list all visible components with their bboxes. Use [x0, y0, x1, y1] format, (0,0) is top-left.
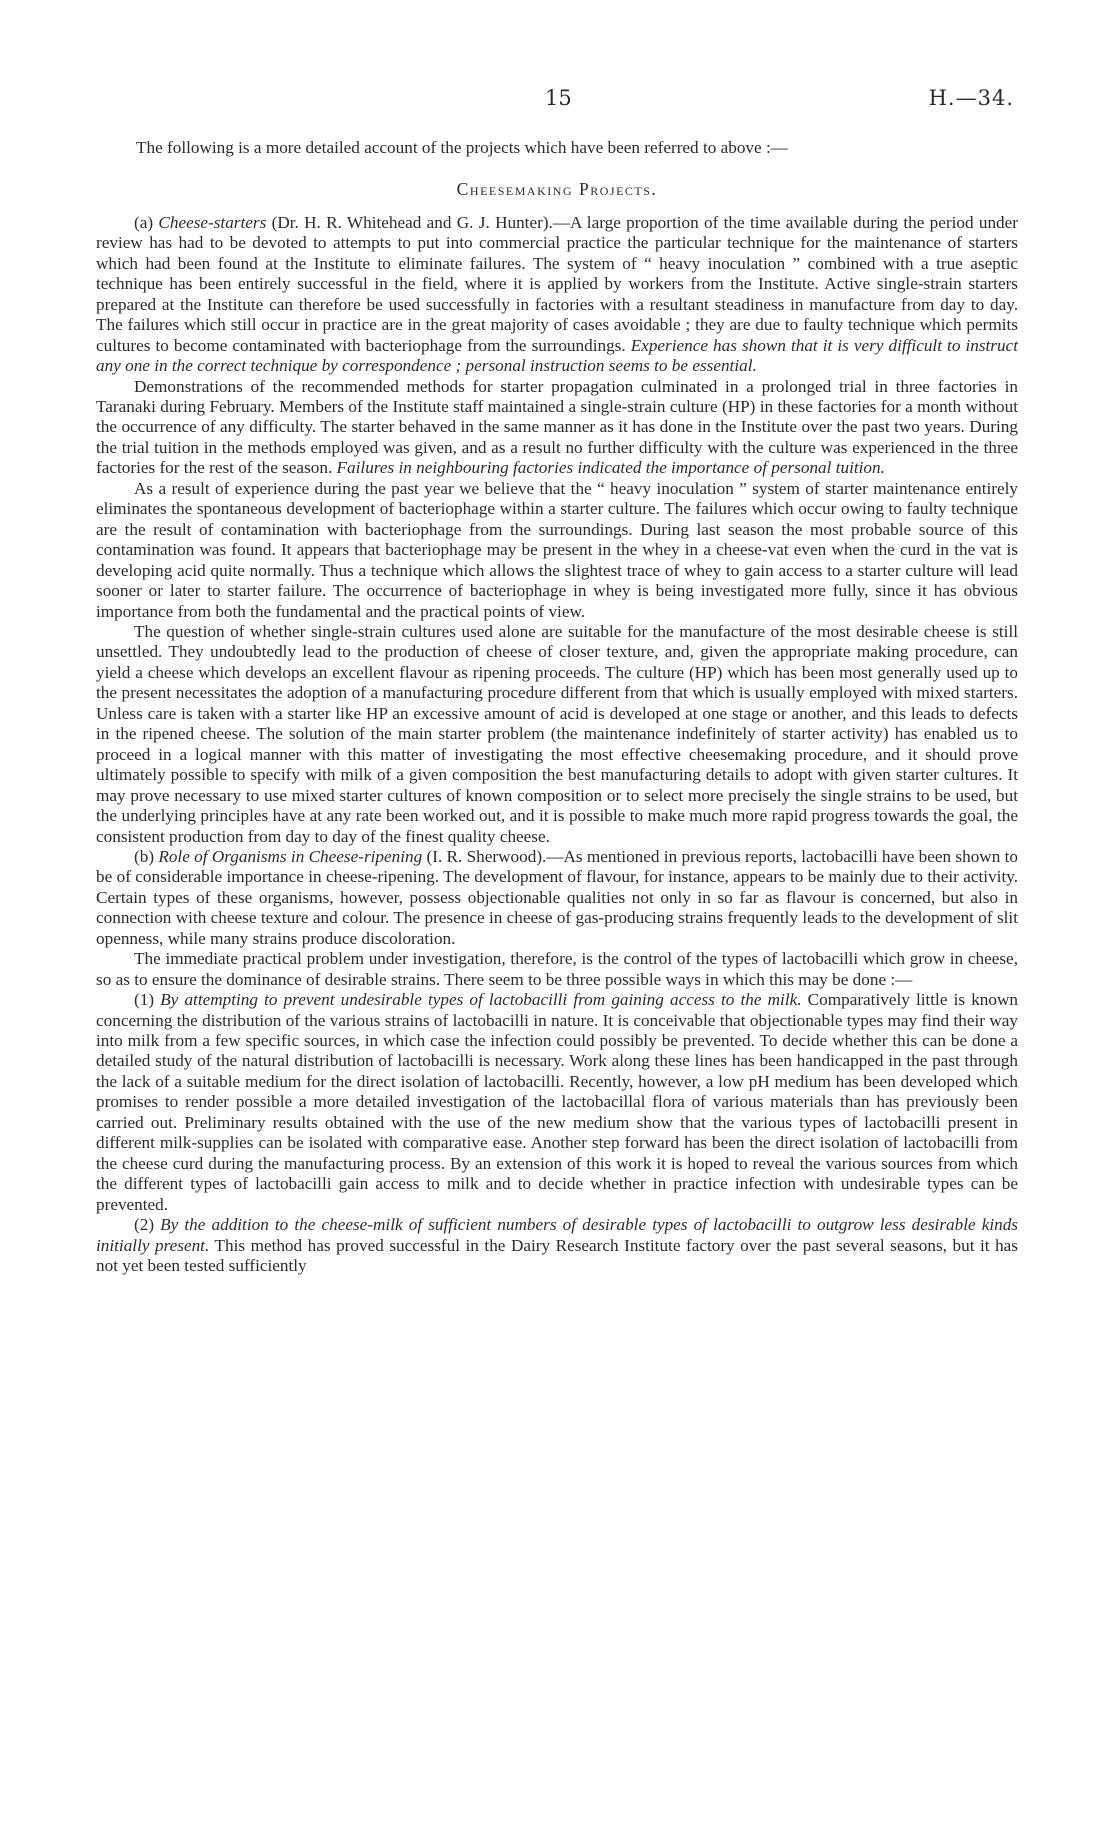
paragraph-text: The immediate practical problem under investigation, therefore, is the control of the types of lactobacilli which grow in cheese, so as to ensure the dominance of desirable strains. There seem to be three possible ways in which this may be done :— — [96, 949, 1018, 989]
paragraph-demonstrations — [96, 377, 1018, 479]
paragraph-text: As a result of experience during the past year we believe that the “ heavy inoculation ” system of starter maintenance entirely eliminates the spontaneous development of bacteriophage within a starter culture. The failures which occur owing to faulty technique are the result of contamination with bacteriophage from the surroundings. During last season the most probable source of this contamination was found. It appears that bacteriophage may be present in the whey in a cheese-vat even when the curd in the vat is developing acid quite normally. Thus a technique which allows the slightest trace of whey to gain access to a starter culture will lead sooner or later to starter failure. The occurrence of bacteriophage in whey is being investigated more fully, since it has obvious importance from both the fundamental and the practical points of view. — [96, 478, 1018, 621]
item-lead: (b) — [134, 846, 159, 866]
paragraph-cheese-starters — [96, 213, 1018, 377]
paragraph-text: (I. R. Sherwood).—As mentioned in previous reports, lactobacilli have been shown to be of considerable importance in cheese-ripening. The development of flavour, for instance, appears to be mainly due to their activity. Certain types of these organisms, however, possess objectionable qualities not only in so far as flavour is concerned, but also in connection with cheese texture and colour. The presence in cheese of gas-producing strains frequently leads to the development of slit openness, while many strains produce discoloration. — [96, 846, 1018, 948]
paragraph-method-2 — [96, 1215, 1018, 1276]
emphasized-text: Failures in neighbouring factories indicated the importance of personal tuition. — [336, 458, 885, 478]
section-heading: Cheesemaking Projects. — [456, 179, 658, 200]
paragraph-role-of-organisms — [96, 847, 1018, 949]
paragraph-single-strain — [96, 622, 1018, 847]
paragraph-practical-problem — [96, 949, 1018, 990]
intro-paragraph: The following is a more detailed account of the projects which have been referred to above :— — [136, 138, 788, 157]
item-lead: (1) — [134, 990, 161, 1010]
paragraph-text: Demonstrations of the recommended methods for starter propagation culminated in a prolonged trial in three factories in Taranaki during February. Members of the Institute staff maintained a single-strain culture (HP) in these factories for a month without the occurrence of any difficulty. The starter behaved in the same manner as it has done in the Institute over the past two years. During the trial tuition in the methods employed was given, and as a result no further difficulty with the culture was experienced in the three factories for the rest of the season. — [96, 376, 1018, 478]
item-title: By the addition to the cheese-milk of sufficient numbers of desirable types of lactobacilli to outgrow less desirable kinds initially present. — [96, 1215, 1018, 1255]
item-lead: (a) — [134, 212, 159, 232]
item-title: Role of Organisms in Cheese-ripening — [158, 846, 423, 866]
paragraph-text: The question of whether single-strain cultures used alone are suitable for the manufacture of the most desirable cheese is still unsettled. They undoubtedly lead to the production of cheese of closer texture, and, given the appropriate making procedure, can yield a cheese which develops an excellent flavour as ripening proceeds. The culture (HP) which has been most generally used up to the present necessitates the adoption of a manufacturing procedure different from that which is usually employed with mixed starters. Unless care is taken with a starter like HP an excessive amount of acid is developed at one stage or another, and this leads to defects in the ripened cheese. The solution of the main starter problem (the maintenance indefinitely of starter activity) has enabled us to proceed in a logical manner with this matter of investigating the most effective cheesemaking procedure, and it should prove ultimately possible to specify with milk of a given composition the best manufacturing details to adopt with given starter cultures. It may prove necessary to use mixed starter cultures of known composition or to select more precisely the single strains to be used, but the underlying principles have at any rate been worked out, and it is possible to make much more rapid progress towards the goal, the consistent production from day to day of the finest quality cheese. — [96, 621, 1018, 846]
paper-reference: H.—34. — [928, 86, 1014, 110]
paragraph-method-1 — [96, 990, 1018, 1215]
paragraph-text: (Dr. H. R. Whitehead and G. J. Hunter).—A large proportion of the time available during the period under review has had to be devoted to attempts to put into commercial practice the particular technique for the maintenance of starters which had been found at the Institute to eliminate failures. The system of “ heavy inoculation ” combined with a true aseptic technique has been entirely successful in the field, where it is applied by workers from the Institute. Active single-strain starters prepared at the Institute can therefore be used successfully in factories with a resultant steadiness in manufacture from day to day. The failures which still occur in practice are in the great majority of cases avoidable ; they are due to faulty technique which permits cultures to become contaminated with bacteriophage from the surroundings. — [96, 212, 1018, 355]
emphasized-text: Experience has shown that it is very difficult to instruct any one in the correct technique by correspondence ; personal instruction seems to be essential. — [96, 335, 1018, 376]
document-body — [96, 138, 1018, 1276]
item-title: Cheese-starters — [158, 212, 267, 232]
page-header — [0, 86, 1114, 116]
paragraph-text: Comparatively little is known concerning the distribution of the various strains of lactobacilli in nature. It is conceivable that objectionable types may find their way into milk from a few specific sources, in which case the infection could possibly be prevented. To decide whether this can be done a detailed study of the natural distribution of lactobacilli is necessary. Work along these lines has been handicapped in the past through the lack of a suitable medium for the direct isolation of lactobacilli. Recently, however, a low pH medium has been developed which promises to render possible a more detailed investigation of the lactobacillal flora of various materials than has previously been carried out. Preliminary results obtained with the use of the new medium show that the various types of lactobacilli present in different milk-supplies can be isolated with comparative ease. Another step forward has been the direct isolation of lactobacilli from the cheese curd during the manufacturing process. By an extension of this work it is hoped to reveal the various sources from which the different types of lactobacilli gain access to milk and to decide whether in practice infection with undesirable types can be prevented. — [96, 990, 1018, 1214]
item-title: By attempting to prevent undesirable types of lactobacilli from gaining access to the milk. — [160, 990, 802, 1010]
item-lead: (2) — [134, 1215, 161, 1235]
paragraph-text: This method has proved successful in the Dairy Research Institute factory over the past several seasons, but it has not yet been tested sufficiently — [96, 1235, 1018, 1276]
paragraph-heavy-inoculation — [96, 479, 1018, 622]
page-number: 15 — [545, 86, 572, 110]
